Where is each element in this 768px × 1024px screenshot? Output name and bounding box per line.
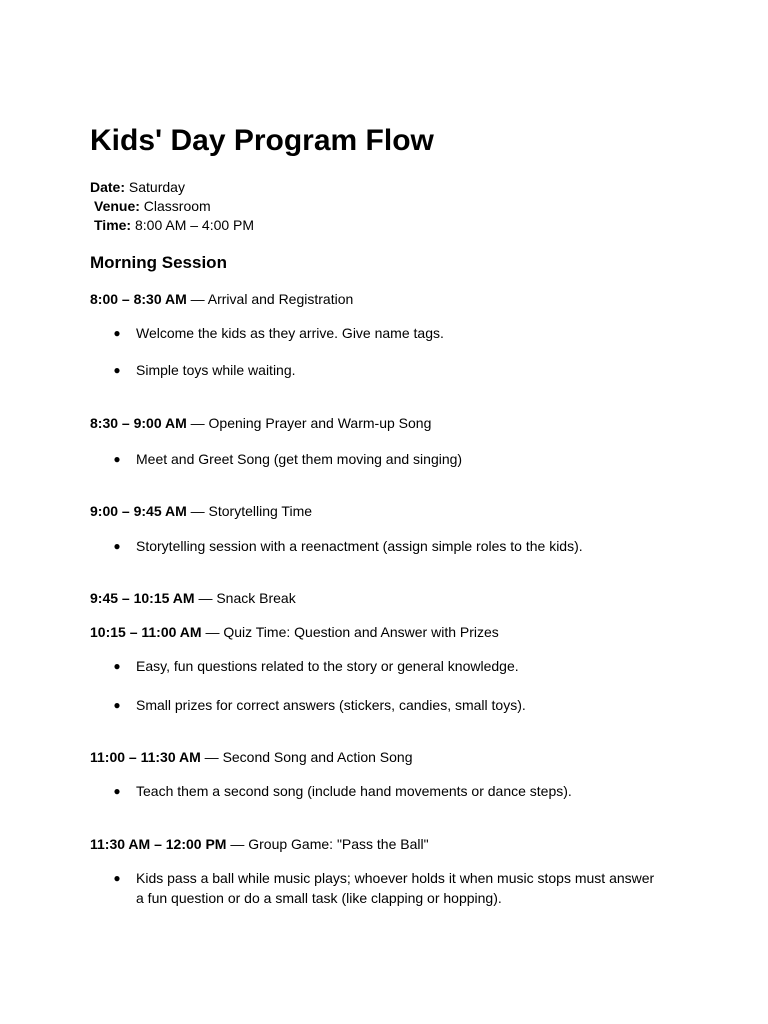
bullet-icon: ● (113, 452, 121, 466)
slot-activity: Second Song and Action Song (222, 749, 413, 765)
meta-date (90, 178, 185, 196)
time-value: 8:00 AM – 4:00 PM (134, 217, 255, 233)
section-heading: Morning Session (90, 253, 227, 272)
list-item-text: Welcome the kids as they arrive. Give name tags. (136, 325, 444, 341)
venue-label: Venue: (94, 198, 140, 214)
list-item (112, 449, 672, 469)
list-item (112, 360, 672, 380)
time-label: Time: (94, 217, 132, 233)
list-item-text: Simple toys while waiting. (136, 362, 296, 378)
slot-separator: — (230, 836, 245, 852)
slot-separator: — (198, 590, 213, 606)
schedule-slot (90, 835, 429, 853)
slot-separator: — (204, 749, 219, 765)
bullet-icon: ● (113, 539, 121, 553)
list-item-text: Kids pass a ball while music plays; whoever holds it when music stops must answer a fun question or do a small task (like clapping or hopping). (136, 870, 655, 906)
list-item-text: Storytelling session with a reenactment (assign simple roles to the kids). (136, 538, 583, 554)
schedule-slot (90, 589, 296, 607)
list-item (112, 781, 672, 801)
list-item-text: Small prizes for correct answers (stickers, candies, small toys). (136, 697, 526, 713)
schedule-slot (90, 290, 353, 308)
venue-value: Classroom (143, 198, 211, 214)
bullet-icon: ● (113, 784, 121, 798)
list-item (112, 536, 672, 556)
schedule-slot (90, 623, 499, 641)
page-title: Kids' Day Program Flow (90, 124, 434, 157)
slot-activity: Group Game: "Pass the Ball" (248, 836, 429, 852)
date-label: Date: (90, 179, 126, 195)
slot-separator: — (190, 415, 205, 431)
meta-venue (94, 197, 211, 215)
date-value: Saturday (128, 179, 185, 195)
bullet-icon: ● (113, 363, 121, 377)
schedule-slot (90, 748, 413, 766)
bullet-icon: ● (113, 871, 121, 885)
list-item-text: Easy, fun questions related to the story or general knowledge. (136, 658, 519, 674)
slot-activity: Quiz Time: Question and Answer with Prizes (223, 624, 499, 640)
slot-time: 11:00 – 11:30 AM (90, 749, 201, 765)
list-item (112, 868, 660, 908)
slot-time: 9:00 – 9:45 AM (90, 503, 187, 519)
slot-time: 11:30 AM – 12:00 PM (90, 836, 227, 852)
schedule-slot (90, 502, 312, 520)
list-item-text: Meet and Greet Song (get them moving and singing) (136, 451, 463, 467)
slot-activity: Opening Prayer and Warm-up Song (208, 415, 432, 431)
schedule-slot (90, 414, 431, 432)
slot-activity: Storytelling Time (208, 503, 313, 519)
slot-time: 8:00 – 8:30 AM (90, 291, 187, 307)
list-item (112, 695, 672, 715)
slot-time: 9:45 – 10:15 AM (90, 590, 195, 606)
slot-time: 10:15 – 11:00 AM (90, 624, 202, 640)
list-item (112, 656, 672, 676)
slot-separator: — (190, 291, 205, 307)
list-item-text: Teach them a second song (include hand movements or dance steps). (136, 783, 572, 799)
bullet-icon: ● (113, 326, 121, 340)
slot-time: 8:30 – 9:00 AM (90, 415, 187, 431)
slot-separator: — (205, 624, 220, 640)
slot-activity: Snack Break (216, 590, 296, 606)
slot-separator: — (190, 503, 205, 519)
bullet-icon: ● (113, 659, 121, 673)
meta-time (94, 216, 254, 234)
bullet-icon: ● (113, 698, 121, 712)
list-item (112, 323, 672, 343)
slot-activity: Arrival and Registration (207, 291, 354, 307)
